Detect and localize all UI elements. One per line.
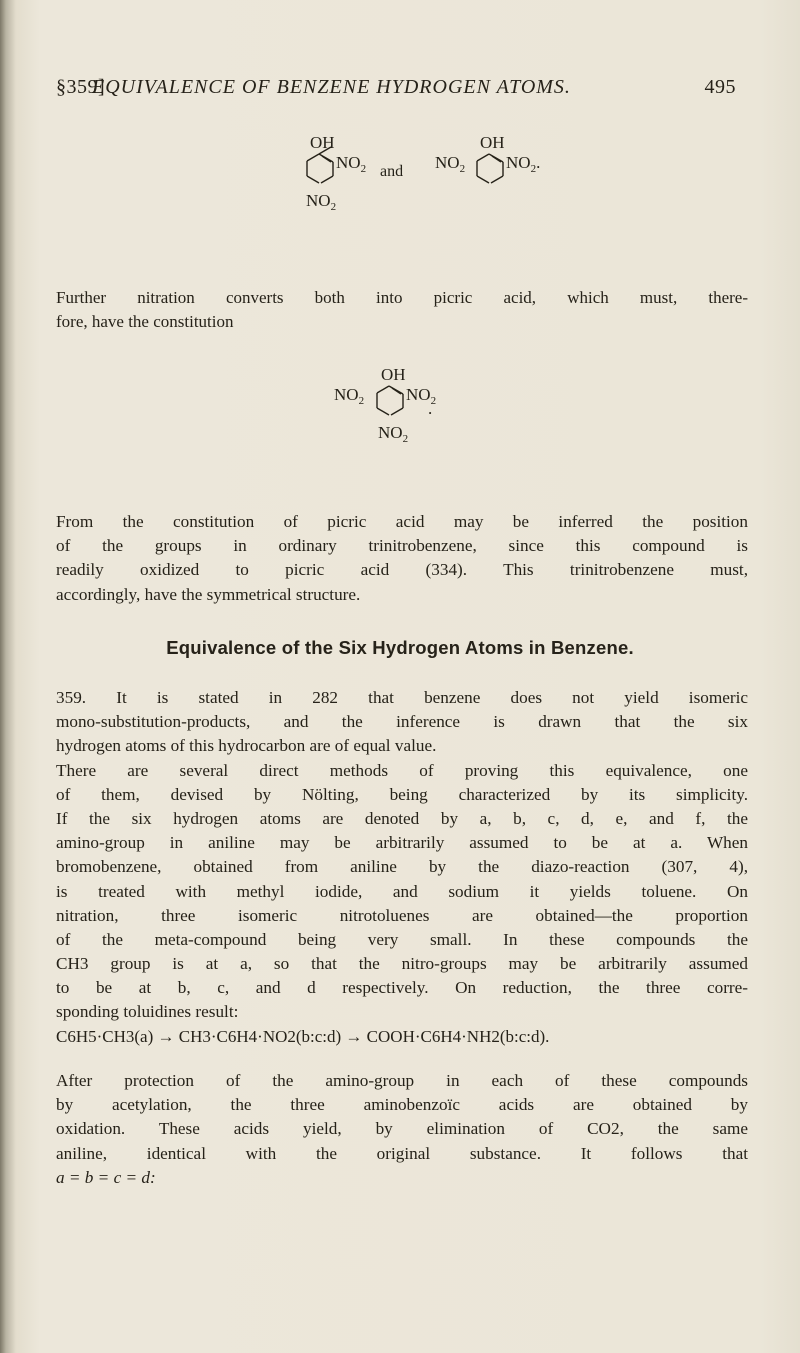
- section-heading: Equivalence of the Six Hydrogen Atoms in Benzene.: [166, 637, 634, 658]
- picric-period: .: [428, 399, 433, 418]
- text-line: mono-substitution-products, and the inference is drawn that the six: [56, 712, 748, 732]
- section-reference: §359]: [56, 76, 106, 98]
- text-line: oxidation. These acids yield, by elimination of CO2, the same: [56, 1119, 748, 1139]
- picric-no2-bottom: $NO_2$: [378, 423, 409, 445]
- paragraph-trinitrobenzene: [56, 510, 748, 607]
- text-line: of the meta-compound being very small. In these compounds the: [56, 929, 748, 949]
- picric-oh-label: OH: [381, 365, 406, 384]
- right-oh-label: OH: [480, 133, 505, 152]
- paragraph-section-359: [56, 686, 748, 1025]
- left-no2-right: $NO_2$: [336, 153, 367, 175]
- text-line: Further nitration converts both into picric acid, which must, there-: [56, 288, 748, 307]
- page-number: 495: [704, 76, 736, 98]
- text-line: to be at b, c, and d respectively. On reduction, the three corre-: [56, 978, 748, 998]
- picric-no2-left: $NO_2$: [334, 385, 365, 407]
- right-benzene-ring: [477, 154, 503, 183]
- text-line: aniline, identical with the original substance. It follows that: [56, 1143, 748, 1163]
- right-no2-left: $NO_2$: [435, 153, 466, 175]
- text-line: 359. It is stated in 282 that benzene does not yield isomeric: [56, 688, 748, 707]
- text-line: If the six hydrogen atoms are denoted by a, b, c, d, e, and f, the: [56, 808, 748, 828]
- text-line: amino-group in aniline may be arbitrarily assumed to be at a. When: [56, 833, 748, 853]
- text-line: by acetylation, the three aminobenzoïc acids are obtained by: [56, 1095, 748, 1115]
- paragraph-picric-intro: [56, 286, 748, 334]
- left-oh-label: OH: [310, 133, 335, 152]
- paragraph-conclusion: [56, 1069, 748, 1190]
- left-no2-bottom: $NO_2$: [306, 191, 337, 213]
- page-title: EQUIVALENCE OF BENZENE HYDROGEN ATOMS.: [92, 76, 571, 98]
- text-line: bromobenzene, obtained from aniline by the diazo-reaction (307, 4),: [56, 857, 748, 877]
- text-line: There are several direct methods of proving this equivalence, one: [56, 760, 748, 780]
- text-line: is treated with methyl iodide, and sodium it yields toluene. On: [56, 881, 748, 901]
- left-benzene-ring: [307, 147, 333, 183]
- picric-acid-formula: [0, 352, 800, 482]
- picric-benzene-ring: [377, 386, 403, 415]
- text-line: of them, devised by Nölting, being characterized by its simplicity.: [56, 784, 748, 804]
- text-line: sponding toluidines result:: [56, 1002, 239, 1022]
- text-line: accordingly, have the symmetrical structure.: [56, 584, 361, 604]
- and-connector: and: [380, 163, 404, 180]
- text-line: After protection of the amino-group in each of these compounds: [56, 1071, 748, 1090]
- text-line: hydrogen atoms of this hydrocarbon are of equal value.: [56, 736, 437, 756]
- text-line: of the groups in ordinary trinitrobenzene, since this compound is: [56, 536, 748, 556]
- text-line: readily oxidized to picric acid (334). This trinitrobenzene must,: [56, 560, 748, 580]
- text-line: fore, have the constitution: [56, 312, 234, 332]
- text-line: a = b = c = d:: [56, 1167, 156, 1187]
- text-line: nitration, three isomeric nitrotoluenes are obtained—the proportion: [56, 905, 748, 925]
- right-no2-right: $NO_2$.: [506, 153, 541, 175]
- dinitrophenol-formulas: [0, 118, 800, 238]
- text-line: From the constitution of picric acid may be inferred the position: [56, 512, 748, 531]
- text-line: CH3 group is at a, so that the nitro-groups may be arbitrarily assumed: [56, 954, 748, 974]
- picric-no2-right: $NO_2$: [406, 385, 437, 407]
- reaction-formula: C6H5·CH3(a) → CH3·C6H4·NO2(b:c:d) → COOH·C6H4·NH2(b:c:d).: [56, 1027, 550, 1046]
